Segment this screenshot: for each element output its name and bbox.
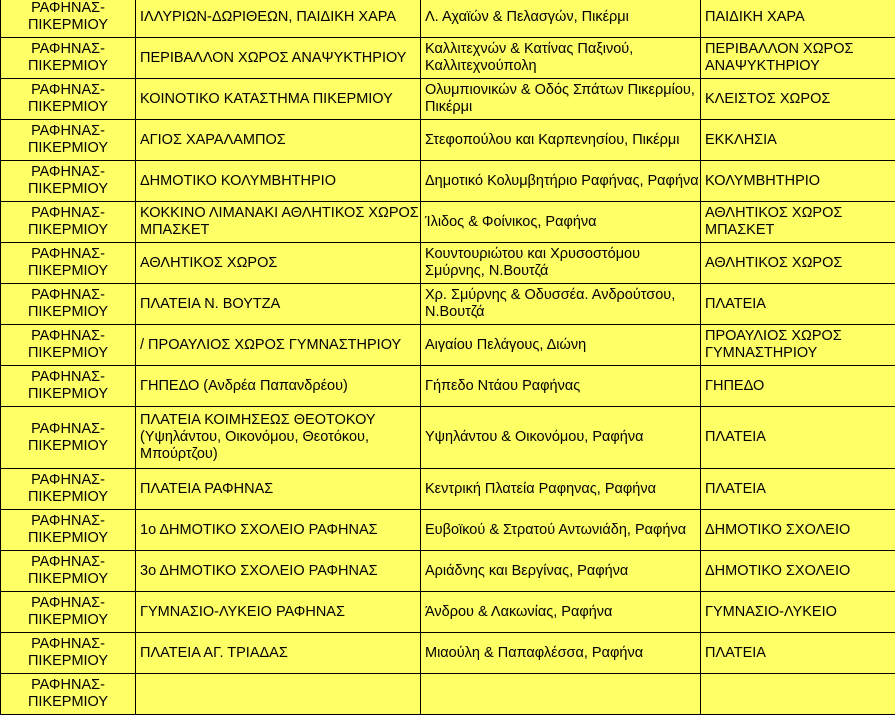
address-cell: Υψηλάντου & Οικονόμου, Ραφήνα: [421, 407, 701, 469]
table-row: [1, 0, 895, 38]
location-type-cell: ΓΥΜΝΑΣΙΟ-ΛΥΚΕΙΟ: [701, 592, 895, 633]
location-type-cell: ΠΛΑΤΕΙΑ: [701, 407, 895, 469]
location-name-cell: ΚΟΙΝΟΤΙΚΟ ΚΑΤΑΣΤΗΜΑ ΠΙΚΕΡΜΙΟΥ: [136, 79, 421, 120]
location-type-cell: ΠΑΙΔΙΚΗ ΧΑΡΑ: [701, 0, 895, 38]
address-cell: Μιαούλη & Παπαφλέσσα, Ραφήνα: [421, 633, 701, 674]
location-type-cell: ΕΚΚΛΗΣΙΑ: [701, 120, 895, 161]
location-type-cell: ΔΗΜΟΤΙΚΟ ΣΧΟΛΕΙΟ: [701, 551, 895, 592]
location-name-cell: ΠΕΡΙΒΑΛΛΟΝ ΧΩΡΟΣ ΑΝΑΨΥΚΤΗΡΙΟΥ: [136, 38, 421, 79]
area-cell: ΡΑΦΗΝΑΣ-ΠΙΚΕΡΜΙΟΥ: [1, 0, 136, 38]
location-type-cell: ΠΛΑΤΕΙΑ: [701, 469, 895, 510]
table-row: [1, 510, 895, 551]
area-cell: ΡΑΦΗΝΑΣ-ΠΙΚΕΡΜΙΟΥ: [1, 551, 136, 592]
area-cell: ΡΑΦΗΝΑΣ-ΠΙΚΕΡΜΙΟΥ: [1, 325, 136, 366]
location-type-cell: ΠΕΡΙΒΑΛΛΟΝ ΧΩΡΟΣ ΑΝΑΨΥΚΤΗΡΙΟΥ: [701, 38, 895, 79]
table-row: [1, 469, 895, 510]
address-cell: Ευβοϊκού & Στρατού Αντωνιάδη, Ραφήνα: [421, 510, 701, 551]
location-name-cell: ΙΛΛΥΡΙΩΝ-ΔΩΡΙΘΕΩΝ, ΠΑΙΔΙΚΗ ΧΑΡΑ: [136, 0, 421, 38]
location-name-cell: ΑΓΙΟΣ ΧΑΡΑΛΑΜΠΟΣ: [136, 120, 421, 161]
table-row: [1, 551, 895, 592]
address-cell: Αιγαίου Πελάγους, Διώνη: [421, 325, 701, 366]
location-name-cell: ΔΗΜΟΤΙΚΟ ΚΟΛΥΜΒΗΤΗΡΙΟ: [136, 161, 421, 202]
location-name-cell: ΓΗΠΕΔΟ (Ανδρέα Παπανδρέου): [136, 366, 421, 407]
location-name-cell: ΑΘΛΗΤΙΚΟΣ ΧΩΡΟΣ: [136, 243, 421, 284]
area-cell: ΡΑΦΗΝΑΣ-ΠΙΚΕΡΜΙΟΥ: [1, 510, 136, 551]
area-cell: ΡΑΦΗΝΑΣ-ΠΙΚΕΡΜΙΟΥ: [1, 202, 136, 243]
address-cell: Ολυμπιονικών & Οδός Σπάτων Πικερμίου, Πικέρμι: [421, 79, 701, 120]
location-name-cell: / ΠΡΟΑΥΛΙΟΣ ΧΩΡΟΣ ΓΥΜΝΑΣΤΗΡΙΟΥ: [136, 325, 421, 366]
location-name-cell: ΠΛΑΤΕΙΑ ΑΓ. ΤΡΙΑΔΑΣ: [136, 633, 421, 674]
location-type-cell: ΚΟΛΥΜΒΗΤΗΡΙΟ: [701, 161, 895, 202]
table-row: [1, 120, 895, 161]
location-type-cell: ΠΛΑΤΕΙΑ: [701, 284, 895, 325]
address-cell: Κουντουριώτου και Χρυσοστόμου Σμύρνης, Ν.Βουτζά: [421, 243, 701, 284]
address-cell: Κεντρική Πλατεία Ραφηνας, Ραφήνα: [421, 469, 701, 510]
location-name-cell: ΠΛΑΤΕΙΑ ΡΑΦΗΝΑΣ: [136, 469, 421, 510]
location-type-cell: ΑΘΛΗΤΙΚΟΣ ΧΩΡΟΣ ΜΠΑΣΚΕΤ: [701, 202, 895, 243]
area-cell: ΡΑΦΗΝΑΣ-ΠΙΚΕΡΜΙΟΥ: [1, 79, 136, 120]
table-row: [1, 633, 895, 674]
table-row: [1, 407, 895, 469]
location-type-cell: ΓΗΠΕΔΟ: [701, 366, 895, 407]
address-cell: Ίλιδος & Φοίνικος, Ραφήνα: [421, 202, 701, 243]
location-name-cell: ΠΛΑΤΕΙΑ ΚΟΙΜΗΣΕΩΣ ΘΕΟΤΟΚΟΥ (Υψηλάντου, Οικονόμου, Θεοτόκου, Μπούρτζου): [136, 407, 421, 469]
address-cell: Λ. Αχαϊών & Πελασγών, Πικέρμι: [421, 0, 701, 38]
table-row: [1, 38, 895, 79]
table-row: [1, 161, 895, 202]
area-cell: ΡΑΦΗΝΑΣ-ΠΙΚΕΡΜΙΟΥ: [1, 469, 136, 510]
address-cell: Αριάδνης και Βεργίνας, Ραφήνα: [421, 551, 701, 592]
table-row: [1, 79, 895, 120]
area-cell: ΡΑΦΗΝΑΣ-ΠΙΚΕΡΜΙΟΥ: [1, 592, 136, 633]
area-cell: ΡΑΦΗΝΑΣ-ΠΙΚΕΡΜΙΟΥ: [1, 366, 136, 407]
address-cell: Στεφοπούλου και Καρπενησίου, Πικέρμι: [421, 120, 701, 161]
location-type-cell: ΔΗΜΟΤΙΚΟ ΣΧΟΛΕΙΟ: [701, 510, 895, 551]
area-cell: ΡΑΦΗΝΑΣ-ΠΙΚΕΡΜΙΟΥ: [1, 407, 136, 469]
location-name-cell: ΠΛΑΤΕΙΑ Ν. ΒΟΥΤΖΑ: [136, 284, 421, 325]
address-cell: Καλλιτεχνών & Κατίνας Παξινού, Καλλιτεχνούπολη: [421, 38, 701, 79]
table-row: [1, 325, 895, 366]
table-row: [1, 366, 895, 407]
area-cell: ΡΑΦΗΝΑΣ-ΠΙΚΕΡΜΙΟΥ: [1, 284, 136, 325]
address-cell: Άνδρου & Λακωνίας, Ραφήνα: [421, 592, 701, 633]
area-cell: ΡΑΦΗΝΑΣ-ΠΙΚΕΡΜΙΟΥ: [1, 161, 136, 202]
location-name-cell: ΓΥΜΝΑΣΙΟ-ΛΥΚΕΙΟ ΡΑΦΗΝΑΣ: [136, 592, 421, 633]
area-cell: ΡΑΦΗΝΑΣ-ΠΙΚΕΡΜΙΟΥ: [1, 120, 136, 161]
table-row: [1, 592, 895, 633]
table-row: [1, 243, 895, 284]
locations-table-body: [1, 0, 895, 715]
area-cell: ΡΑΦΗΝΑΣ-ΠΙΚΕΡΜΙΟΥ: [1, 243, 136, 284]
table-row: [1, 202, 895, 243]
address-cell: Γήπεδο Ντάου Ραφήνας: [421, 366, 701, 407]
location-name-cell: ΚΟΚΚΙΝΟ ΛΙΜΑΝΑΚΙ ΑΘΛΗΤΙΚΟΣ ΧΩΡΟΣ ΜΠΑΣΚΕΤ: [136, 202, 421, 243]
area-cell: ΡΑΦΗΝΑΣ-ΠΙΚΕΡΜΙΟΥ: [1, 38, 136, 79]
location-name-cell: 1ο ΔΗΜΟΤΙΚΟ ΣΧΟΛΕΙΟ ΡΑΦΗΝΑΣ: [136, 510, 421, 551]
address-cell: Δημοτικό Κολυμβητήριο Ραφήνας, Ραφήνα: [421, 161, 701, 202]
location-type-cell: ΑΘΛΗΤΙΚΟΣ ΧΩΡΟΣ: [701, 243, 895, 284]
location-name-cell: 3ο ΔΗΜΟΤΙΚΟ ΣΧΟΛΕΙΟ ΡΑΦΗΝΑΣ: [136, 551, 421, 592]
area-cell: ΡΑΦΗΝΑΣ-ΠΙΚΕΡΜΙΟΥ: [1, 674, 136, 715]
location-type-cell: ΠΡΟΑΥΛΙΟΣ ΧΩΡΟΣ ΓΥΜΝΑΣΤΗΡΙΟΥ: [701, 325, 895, 366]
address-cell: Χρ. Σμύρνης & Οδυσσέα. Ανδρούτσου, Ν.Βουτζά: [421, 284, 701, 325]
location-type-cell: ΚΛΕΙΣΤΟΣ ΧΩΡΟΣ: [701, 79, 895, 120]
area-cell: ΡΑΦΗΝΑΣ-ΠΙΚΕΡΜΙΟΥ: [1, 633, 136, 674]
location-type-cell: ΠΛΑΤΕΙΑ: [701, 633, 895, 674]
table-row: [1, 284, 895, 325]
